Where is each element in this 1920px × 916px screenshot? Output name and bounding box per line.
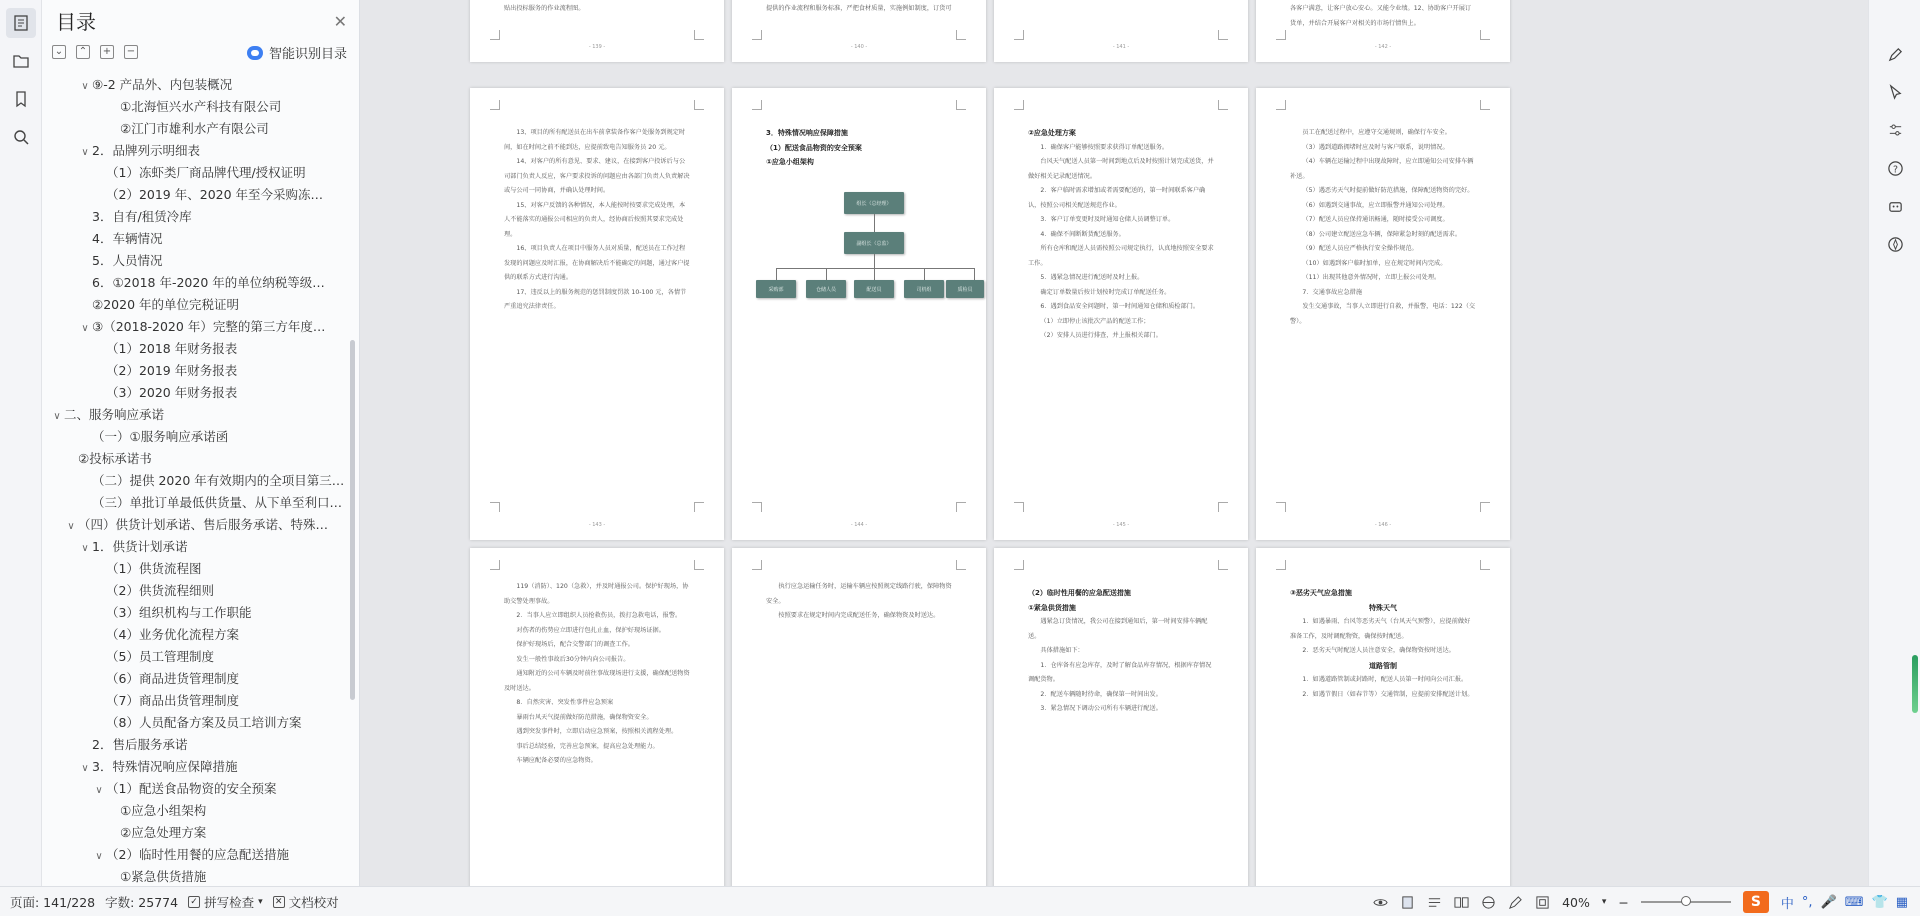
toc-icon [12, 14, 30, 32]
page-corner-mark [490, 30, 500, 40]
toc-item-label: 4．车辆情况 [92, 231, 163, 246]
toc-item-label: （3）2020 年财务报表 [106, 385, 238, 400]
org-line [874, 254, 875, 268]
toc-item[interactable] [42, 470, 345, 492]
page-body [1028, 126, 1214, 344]
toc-item-label: ①紧急供货措施 [120, 869, 207, 884]
pen-icon [1887, 46, 1904, 63]
page-corner-mark [1276, 100, 1286, 110]
sliders-icon [1887, 122, 1904, 139]
paragraph: 遇到突发事件时，立即启动应急预案，按照相关流程处理。 [516, 728, 678, 735]
paragraph: 2．如遇节假日（如春节等）交通管制，应提前安排配送计划。 [1302, 690, 1474, 698]
microphone-icon[interactable]: 🎤 [1820, 894, 1837, 910]
page-corner-mark [1480, 30, 1490, 40]
page-top-2 [732, 0, 986, 62]
subsection-heading: （2）临时性用餐的应急配送措施 [1028, 589, 1131, 597]
paragraph: 确定订单数量后按计划按时完成订单配送任务。 [1040, 288, 1171, 296]
remove-icon[interactable]: − [124, 45, 138, 59]
select-tool-button[interactable] [1881, 78, 1909, 106]
page-corner-mark [752, 502, 762, 512]
toc-item[interactable] [42, 822, 345, 844]
toc-item-label: （5）员工管理制度 [106, 649, 214, 664]
paragraph: （10）如遇到客户临时加单，应在规定时间内完成。 [1302, 259, 1447, 267]
chevron-down-icon[interactable]: ∨ [81, 81, 89, 92]
page-p5 [470, 548, 724, 886]
page-number: - 139 - [588, 44, 606, 50]
toc-item-label: ②江门市雄利水产有限公司 [120, 121, 269, 136]
toc-item[interactable] [42, 646, 345, 668]
page-corner-mark [1480, 560, 1490, 570]
toc-panel-button[interactable] [6, 8, 36, 38]
page-corner-mark [1218, 502, 1228, 512]
toc-item-label: （1）2018 年财务报表 [106, 341, 238, 356]
paragraph: 1．仓库备有应急库存，及时了解食品库存情况，根据库存情况调配货物。 [1028, 661, 1212, 683]
page-number: - 141 - [1112, 44, 1130, 50]
page-body [766, 126, 952, 170]
page-text: 提供的作业流程和服务标准，严把食材质量，实施例如制度，订货可 [766, 5, 952, 12]
toc-item[interactable] [42, 272, 345, 294]
paragraph: 员工在配送过程中，应遵守交通规则，确保行车安全。 [1302, 129, 1451, 136]
page-body [766, 580, 952, 624]
centered-heading: 特殊天气 [1369, 603, 1397, 612]
toc-item-label: 2．品牌列示明细表 [92, 143, 200, 158]
toc-item-label: （3）组织机构与工作职能 [106, 605, 252, 620]
toc-item[interactable] [42, 712, 345, 734]
toc-item[interactable] [42, 580, 345, 602]
toc-item-label: （6）商品进货管理制度 [106, 671, 239, 686]
paragraph: （1）立即停止该批次产品的配送工作； [1040, 317, 1150, 325]
toc-item[interactable] [42, 250, 345, 272]
paragraph: 2．客户临时需求增加或者需要配送的，第一时间联系客户确认，按照公司相关配送规范作业。 [1028, 187, 1206, 209]
paragraph: 13、项目的所有配送员在出车前拿装备作客户处服务到规定时间，如在时间之前不能到达，应提前致电告知服务员 20 元。 [504, 129, 686, 151]
toc-item-label: 3．自有/租赁冷库 [92, 209, 192, 224]
org-line [924, 268, 925, 280]
page-p7 [994, 548, 1248, 886]
page-corner-mark [1276, 560, 1286, 570]
paragraph: 14、对客户的所有意见、要求、建议，在接到客户投诉后与公司部门负责人反应，客户要求投诉的问题应由各部门负责人负责解决或与公司一同协商，并确认处理时间。 [504, 158, 690, 194]
toc-scrollbar[interactable] [350, 340, 355, 700]
paragraph: （9）配送人员应严格执行安全操作规范。 [1302, 245, 1418, 252]
compass-icon [1887, 236, 1904, 253]
page-corner-mark [490, 560, 500, 570]
page-body [1290, 586, 1476, 702]
toc-item[interactable] [42, 734, 345, 756]
page-p4 [1256, 88, 1510, 540]
toc-item-label: （4）业务优化流程方案 [106, 627, 239, 642]
page-text: 贴出投标服务的作业流程图。 [504, 5, 585, 12]
toc-item-label: 2．售后服务承诺 [92, 737, 188, 752]
toc-tools [42, 40, 359, 64]
status-bar [0, 886, 1920, 916]
read-mode-icon[interactable] [1454, 895, 1469, 910]
page-view-icon[interactable] [1400, 895, 1415, 910]
page-body [504, 126, 690, 315]
subsection-heading: ①紧急供货措施 [1028, 603, 1076, 612]
document-area [360, 0, 1868, 886]
toc-item-label: ⑨-2 产品外、内包装概况 [92, 77, 233, 92]
paragraph: 具体措施如下： [1040, 647, 1084, 654]
org-line [874, 214, 875, 232]
proofread-label: 文档校对 [288, 894, 339, 910]
help-icon [1887, 160, 1904, 177]
toc-item[interactable] [42, 338, 345, 360]
zoom-level[interactable]: 40% [1562, 894, 1590, 910]
subsection-heading: ②应急处理方案 [1028, 129, 1076, 137]
keyboard-icon[interactable]: ⌨ [1844, 894, 1864, 910]
paragraph: 5．遇紧急情况进行配送时及时上报。 [1040, 274, 1144, 281]
page-corner-mark [1218, 100, 1228, 110]
page-top-3 [994, 0, 1248, 62]
bookmark-button[interactable] [6, 84, 36, 114]
org-box-dept: 配送员 [854, 280, 894, 298]
paragraph: 1．确保客户能够按照要求获得订单配送服务。 [1040, 143, 1169, 151]
search-icon [12, 128, 30, 146]
paragraph: 事后总结经验，完善应急预案，提高应急处理能力。 [516, 742, 659, 750]
page-corner-mark [694, 30, 704, 40]
grid-menu-icon[interactable]: ▦ [1895, 894, 1908, 910]
toc-title: 目录 [56, 9, 96, 34]
paragraph: （8）公司建立配送应急车辆，保障紧急时刻的配送需求。 [1302, 230, 1462, 238]
paragraph: （4）车辆在运输过程中出现故障时，应立即通知公司安排车辆补送。 [1290, 158, 1474, 180]
paragraph: 发生交通事故，当事人立即进行自救，并报警，电话：122（交警）。 [1290, 303, 1476, 325]
word-count[interactable]: 字数: 25774 [105, 894, 179, 910]
paragraph: 119（消防）、120（急救），并及时通报公司。保护好现场，协助交警处理事故。 [504, 583, 689, 605]
paragraph: （3）遇到道路拥堵时应及时与客户联系，说明情况。 [1302, 143, 1449, 151]
centered-heading: 道路管制 [1369, 661, 1397, 670]
paragraph: （11）出现其他意外情况时，立即上报公司处理。 [1302, 274, 1441, 281]
toc-item[interactable] [42, 162, 345, 184]
web-view-icon[interactable] [1481, 895, 1496, 910]
toc-item[interactable] [42, 74, 345, 96]
paragraph: 2．配送车辆随时待命，确保第一时间出发。 [1040, 690, 1162, 698]
toc-item[interactable] [42, 448, 345, 470]
page-number: - 143 - [588, 522, 606, 528]
toc-item[interactable] [42, 624, 345, 646]
spell-check-label: 拼写检查 [204, 894, 255, 910]
paragraph: 2．当事人应立即组织人员抢救伤员，拨打急救电话，报警。 [516, 612, 682, 619]
toc-item-label: （二）提供 2020 年有效期内的全项目第三… [92, 473, 345, 488]
share-button[interactable] [1881, 230, 1909, 258]
toc-item[interactable] [42, 360, 345, 382]
page-corner-mark [956, 560, 966, 570]
org-line [776, 268, 777, 280]
toc-item[interactable] [42, 514, 345, 536]
page-number: - 144 - [850, 522, 868, 528]
toc-item[interactable] [42, 866, 345, 888]
paragraph: 16、项目负责人在项目中服务人员对质量，配送员在工作过程发现的问题应及时汇报，在协商解决后不能确定的问题，通过客户提供的联系方式进行沟通。 [504, 245, 690, 281]
chevron-down-icon[interactable]: ▾ [1601, 897, 1607, 907]
toc-header [42, 0, 359, 40]
toc-item-label: 3．特殊情况响应保障措施 [92, 759, 238, 774]
toc-item[interactable] [42, 668, 345, 690]
page-corner-mark [694, 502, 704, 512]
page-p2 [732, 88, 986, 540]
chevron-down-icon[interactable]: ∨ [95, 851, 103, 862]
paragraph: 1．如遇道路管制或封路时，配送人员第一时间向公司汇报。 [1302, 676, 1468, 683]
toc-panel [42, 0, 360, 886]
org-box-dept: 质检员 [946, 280, 984, 298]
toc-item-label: （三）单批订单最低供货量、从下单至利口… [92, 495, 343, 510]
page-corner-mark [1014, 100, 1024, 110]
page-corner-mark [1276, 502, 1286, 512]
org-box-dept: 仓储人员 [806, 280, 846, 298]
chevron-down-icon[interactable]: ∨ [67, 521, 75, 532]
page-corner-mark [752, 30, 762, 40]
toc-item-label: （7）商品出货管理制度 [106, 693, 239, 708]
org-box-leader: 组长（总经理） [844, 192, 904, 214]
subsection-heading: （1）配送食品物资的安全预案 [766, 143, 862, 152]
page-corner-mark [752, 560, 762, 570]
zoom-out-button[interactable]: − [1618, 894, 1629, 910]
cloud-icon [247, 46, 263, 60]
page-text: 各客户满意，让客户放心安心。又能令业绩。12、协助客户开展订货单，并结合开展客户对相关的市场行情售上。 [1290, 5, 1472, 27]
paragraph: 15、对客户反馈的各种情况，本人能按时按要求完成处理，本人不能落实的通报公司相应的负责人，经协商后按照其要求完成处理。 [504, 201, 686, 238]
toc-item-label: （1）供货流程图 [106, 561, 202, 576]
page-number: - 142 - [1374, 44, 1392, 50]
navigation-button[interactable] [6, 46, 36, 76]
paragraph: 发生一般性事故后30分钟内向公司报告。 [516, 655, 630, 663]
bookmark-icon [12, 90, 30, 108]
paragraph: 7．交通事故应急措施 [1302, 288, 1363, 296]
eye-icon[interactable] [1373, 895, 1388, 910]
page-number: - 140 - [850, 44, 868, 50]
toc-item-label: ②2020 年的单位完税证明 [92, 297, 239, 312]
toc-item-label: 二、服务响应承诺 [64, 407, 165, 422]
toc-item[interactable] [42, 96, 345, 118]
toc-item[interactable] [42, 316, 345, 338]
org-line [974, 268, 975, 280]
toc-item[interactable] [42, 184, 345, 206]
page-number: - 146 - [1374, 522, 1392, 528]
paragraph: 1．如遇暴雨、台风等恶劣天气（台风天气预警），应提前做好准备工作，及时调配物资，确保按时配送。 [1290, 618, 1471, 640]
org-line [874, 268, 875, 280]
org-box-deputy: 副组长（总监） [844, 232, 904, 254]
zoom-slider-knob[interactable] [1681, 896, 1691, 906]
paragraph: 所有仓库和配送人员需按照公司规定执行，认真地按照安全要求工作。 [1028, 245, 1214, 267]
paragraph: 台风天气配送人员第一时间到地点后及时按照计划完成送货，并做好相关记录配送情况。 [1028, 158, 1214, 180]
page-body [504, 580, 690, 769]
page-corner-mark [1014, 502, 1024, 512]
page-top-1 [470, 0, 724, 62]
page-corner-mark [1276, 30, 1286, 40]
toc-item-label: ①应急小组架构 [120, 803, 207, 818]
toc-item[interactable] [42, 228, 345, 250]
paragraph: 17、违反以上的服务规范的惩罚制度罚款 10-100 元，各情节严重追究法律责任。 [504, 288, 687, 310]
paragraph: 3．客户订单变更时及时通知仓储人员调整订单。 [1040, 216, 1175, 223]
toc-item-label: （2）2019 年财务报表 [106, 363, 238, 378]
page-corner-mark [956, 100, 966, 110]
folder-tree-icon [12, 52, 30, 70]
org-box-dept: 采购部 [756, 280, 796, 298]
smart-toc-label: 智能识别目录 [268, 47, 347, 62]
page-p8 [1256, 548, 1510, 886]
paragraph: 遇紧急订货情况，我公司在接到通知后，第一时间安排车辆配送。 [1028, 618, 1208, 640]
toc-item[interactable] [42, 404, 345, 426]
chevron-down-icon[interactable]: ∨ [81, 543, 89, 554]
toc-item-label: （一）①服务响应承诺函 [92, 429, 229, 444]
page-corner-mark [694, 560, 704, 570]
page-corner-mark [1480, 502, 1490, 512]
toc-item[interactable] [42, 492, 345, 514]
toc-item-label: （2）2019 年、2020 年至今采购冻… [106, 187, 324, 202]
toc-item-label: （2）临时性用餐的应急配送措施 [106, 847, 289, 862]
paragraph: 保护好现场后，配合交警部门的调查工作。 [516, 641, 634, 648]
spell-check-toggle[interactable] [188, 893, 263, 911]
paragraph: 2．恶劣天气时配送人员注意安全，确保物资按时送达。 [1302, 647, 1455, 654]
toc-item[interactable] [42, 800, 345, 822]
page-body [1028, 586, 1214, 717]
fit-page-icon[interactable] [1535, 895, 1550, 910]
chevron-down-icon: ▾ [258, 896, 263, 907]
paragraph: （6）如遇到交通事故，应立即报警并通知公司处理。 [1302, 201, 1449, 209]
toc-item[interactable] [42, 118, 345, 140]
paragraph: 对伤者的伤势应立即进行包扎止血，保护好现场证据。 [516, 626, 665, 634]
paragraph: （5）遇恶劣天气时提前做好防范措施，保障配送物资的完好。 [1302, 187, 1474, 194]
paragraph: 3．紧急情况下调动公司所有车辆进行配送。 [1040, 705, 1162, 712]
toc-item-label: （1）配送食品物资的安全预案 [106, 781, 277, 796]
page-p3 [994, 88, 1248, 540]
org-line [826, 268, 827, 280]
ime-toolbar [1781, 893, 1908, 912]
toc-item-label: 1．供货计划承诺 [92, 539, 188, 554]
toc-item-label: ②投标承诺书 [78, 451, 152, 466]
paragraph: 6．遇到食品安全问题时，第一时间通知仓储和质检部门。 [1040, 303, 1200, 310]
page-corner-mark [752, 100, 762, 110]
paragraph: 8．自然灾害、突发性事件应急预案 [516, 699, 614, 706]
toc-item[interactable] [42, 382, 345, 404]
toc-list [42, 74, 345, 888]
toc-item[interactable] [42, 140, 345, 162]
toc-item[interactable] [42, 690, 345, 712]
chevron-down-icon[interactable]: ∨ [95, 785, 103, 796]
collapse-all-icon[interactable]: ⌄ [52, 45, 66, 59]
page-corner-mark [956, 502, 966, 512]
settings-button[interactable] [1881, 116, 1909, 144]
proofread-button[interactable] [273, 893, 339, 911]
chevron-down-icon[interactable]: ∨ [53, 411, 61, 422]
smart-toc-button[interactable] [247, 43, 347, 62]
page-corner-mark [490, 100, 500, 110]
page-corner-mark [1480, 100, 1490, 110]
page-body [1290, 126, 1476, 329]
paragraph: （7）配送人员应保持通讯畅通，随时接受公司调度。 [1302, 216, 1449, 223]
search-button[interactable] [6, 122, 36, 152]
checkbox-icon: ✓ [188, 896, 200, 908]
toc-item[interactable] [42, 206, 345, 228]
assistant-button[interactable] [1881, 192, 1909, 220]
svg-text:?: ? [1892, 163, 1898, 175]
toc-item[interactable] [42, 426, 345, 448]
sogou-logo-icon[interactable]: S [1743, 891, 1769, 913]
page-indicator[interactable]: 页面: 141/228 [10, 894, 96, 910]
zoom-slider[interactable] [1641, 901, 1731, 903]
toc-item[interactable] [42, 778, 345, 800]
chevron-down-icon[interactable]: ∨ [81, 147, 89, 158]
paragraph: 按照要求在规定时间内完成配送任务，确保物资及时送达。 [778, 612, 940, 619]
page-corner-mark [956, 30, 966, 40]
page-p6 [732, 548, 986, 886]
paragraph: 4．确保不间断断货配送服务。 [1040, 230, 1125, 238]
toc-item[interactable] [42, 558, 345, 580]
toc-item-label: ②应急处理方案 [120, 825, 207, 840]
ime-punct[interactable]: °, [1801, 894, 1813, 910]
toc-item[interactable] [42, 294, 345, 316]
status-right-controls [1373, 887, 1908, 916]
page-top-4 [1256, 0, 1510, 62]
org-box-dept: 司机组 [904, 280, 944, 298]
annotate-icon[interactable] [1508, 895, 1523, 910]
toc-item-label: 5．人员情况 [92, 253, 163, 268]
green-progress-indicator [1912, 655, 1918, 713]
org-line [776, 268, 974, 269]
close-icon[interactable]: ✕ [333, 12, 347, 31]
paragraph: 车辆应配备必要的应急物资。 [516, 757, 597, 764]
paragraph: （2）安排人员进行排查，并上报相关部门。 [1040, 332, 1162, 339]
page-corner-mark [1218, 560, 1228, 570]
ime-language[interactable]: 中 [1780, 896, 1794, 912]
robot-icon [1887, 198, 1904, 215]
add-icon[interactable]: + [100, 45, 114, 59]
outline-view-icon[interactable] [1427, 895, 1442, 910]
toc-item[interactable] [42, 844, 345, 866]
subsection-heading: ①应急小组架构 [766, 158, 814, 166]
toc-item-label: （1）冻虾类厂商品牌代理/授权证明 [106, 165, 306, 180]
toc-item[interactable] [42, 756, 345, 778]
page-corner-mark [694, 100, 704, 110]
paragraph: 通知附近的公司车辆及时前往事故现场进行支援，确保配送物资及时送达。 [504, 670, 690, 692]
toc-item-label: （2）供货流程细则 [106, 583, 214, 598]
page-number: - 145 - [1112, 522, 1130, 528]
close-box-icon: ✕ [273, 896, 285, 908]
move-up-icon[interactable]: ⌃ [76, 45, 90, 59]
toc-item[interactable] [42, 602, 345, 624]
subsection-heading: ③恶劣天气应急措施 [1290, 589, 1352, 597]
paragraph: 执行应急运输任务时，运输车辆应按照规定线路行驶，保障物资安全。 [766, 583, 952, 605]
page-corner-mark [490, 502, 500, 512]
chevron-down-icon[interactable]: ∨ [81, 323, 89, 334]
section-heading: 3．特殊情况响应保障措施 [766, 129, 848, 137]
toc-item-label: （四）供货计划承诺、售后服务承诺、特殊… [78, 517, 329, 532]
toc-item-label: ③（2018-2020 年）完整的第三方年度… [92, 319, 326, 334]
page-corner-mark [1014, 560, 1024, 570]
page-corner-mark [1014, 30, 1024, 40]
toc-item[interactable] [42, 536, 345, 558]
toc-item-label: 6．①2018 年-2020 年的单位纳税等级… [92, 275, 325, 290]
toc-item-label: ①北海恒兴水产科技有限公司 [120, 99, 282, 114]
pen-tool-button[interactable] [1881, 40, 1909, 68]
help-button[interactable] [1881, 154, 1909, 182]
page-corner-mark [1218, 30, 1228, 40]
cursor-icon [1887, 84, 1904, 101]
right-toolbar [1868, 0, 1920, 886]
page-p1 [470, 88, 724, 540]
paragraph: 暴雨台风天气提前做好防范措施，确保物资安全。 [516, 713, 653, 721]
left-toolbar [0, 0, 42, 886]
toc-item-label: （8）人员配备方案及员工培训方案 [106, 715, 302, 730]
shirt-icon[interactable]: 👕 [1871, 894, 1888, 910]
chevron-down-icon[interactable]: ∨ [81, 763, 89, 774]
